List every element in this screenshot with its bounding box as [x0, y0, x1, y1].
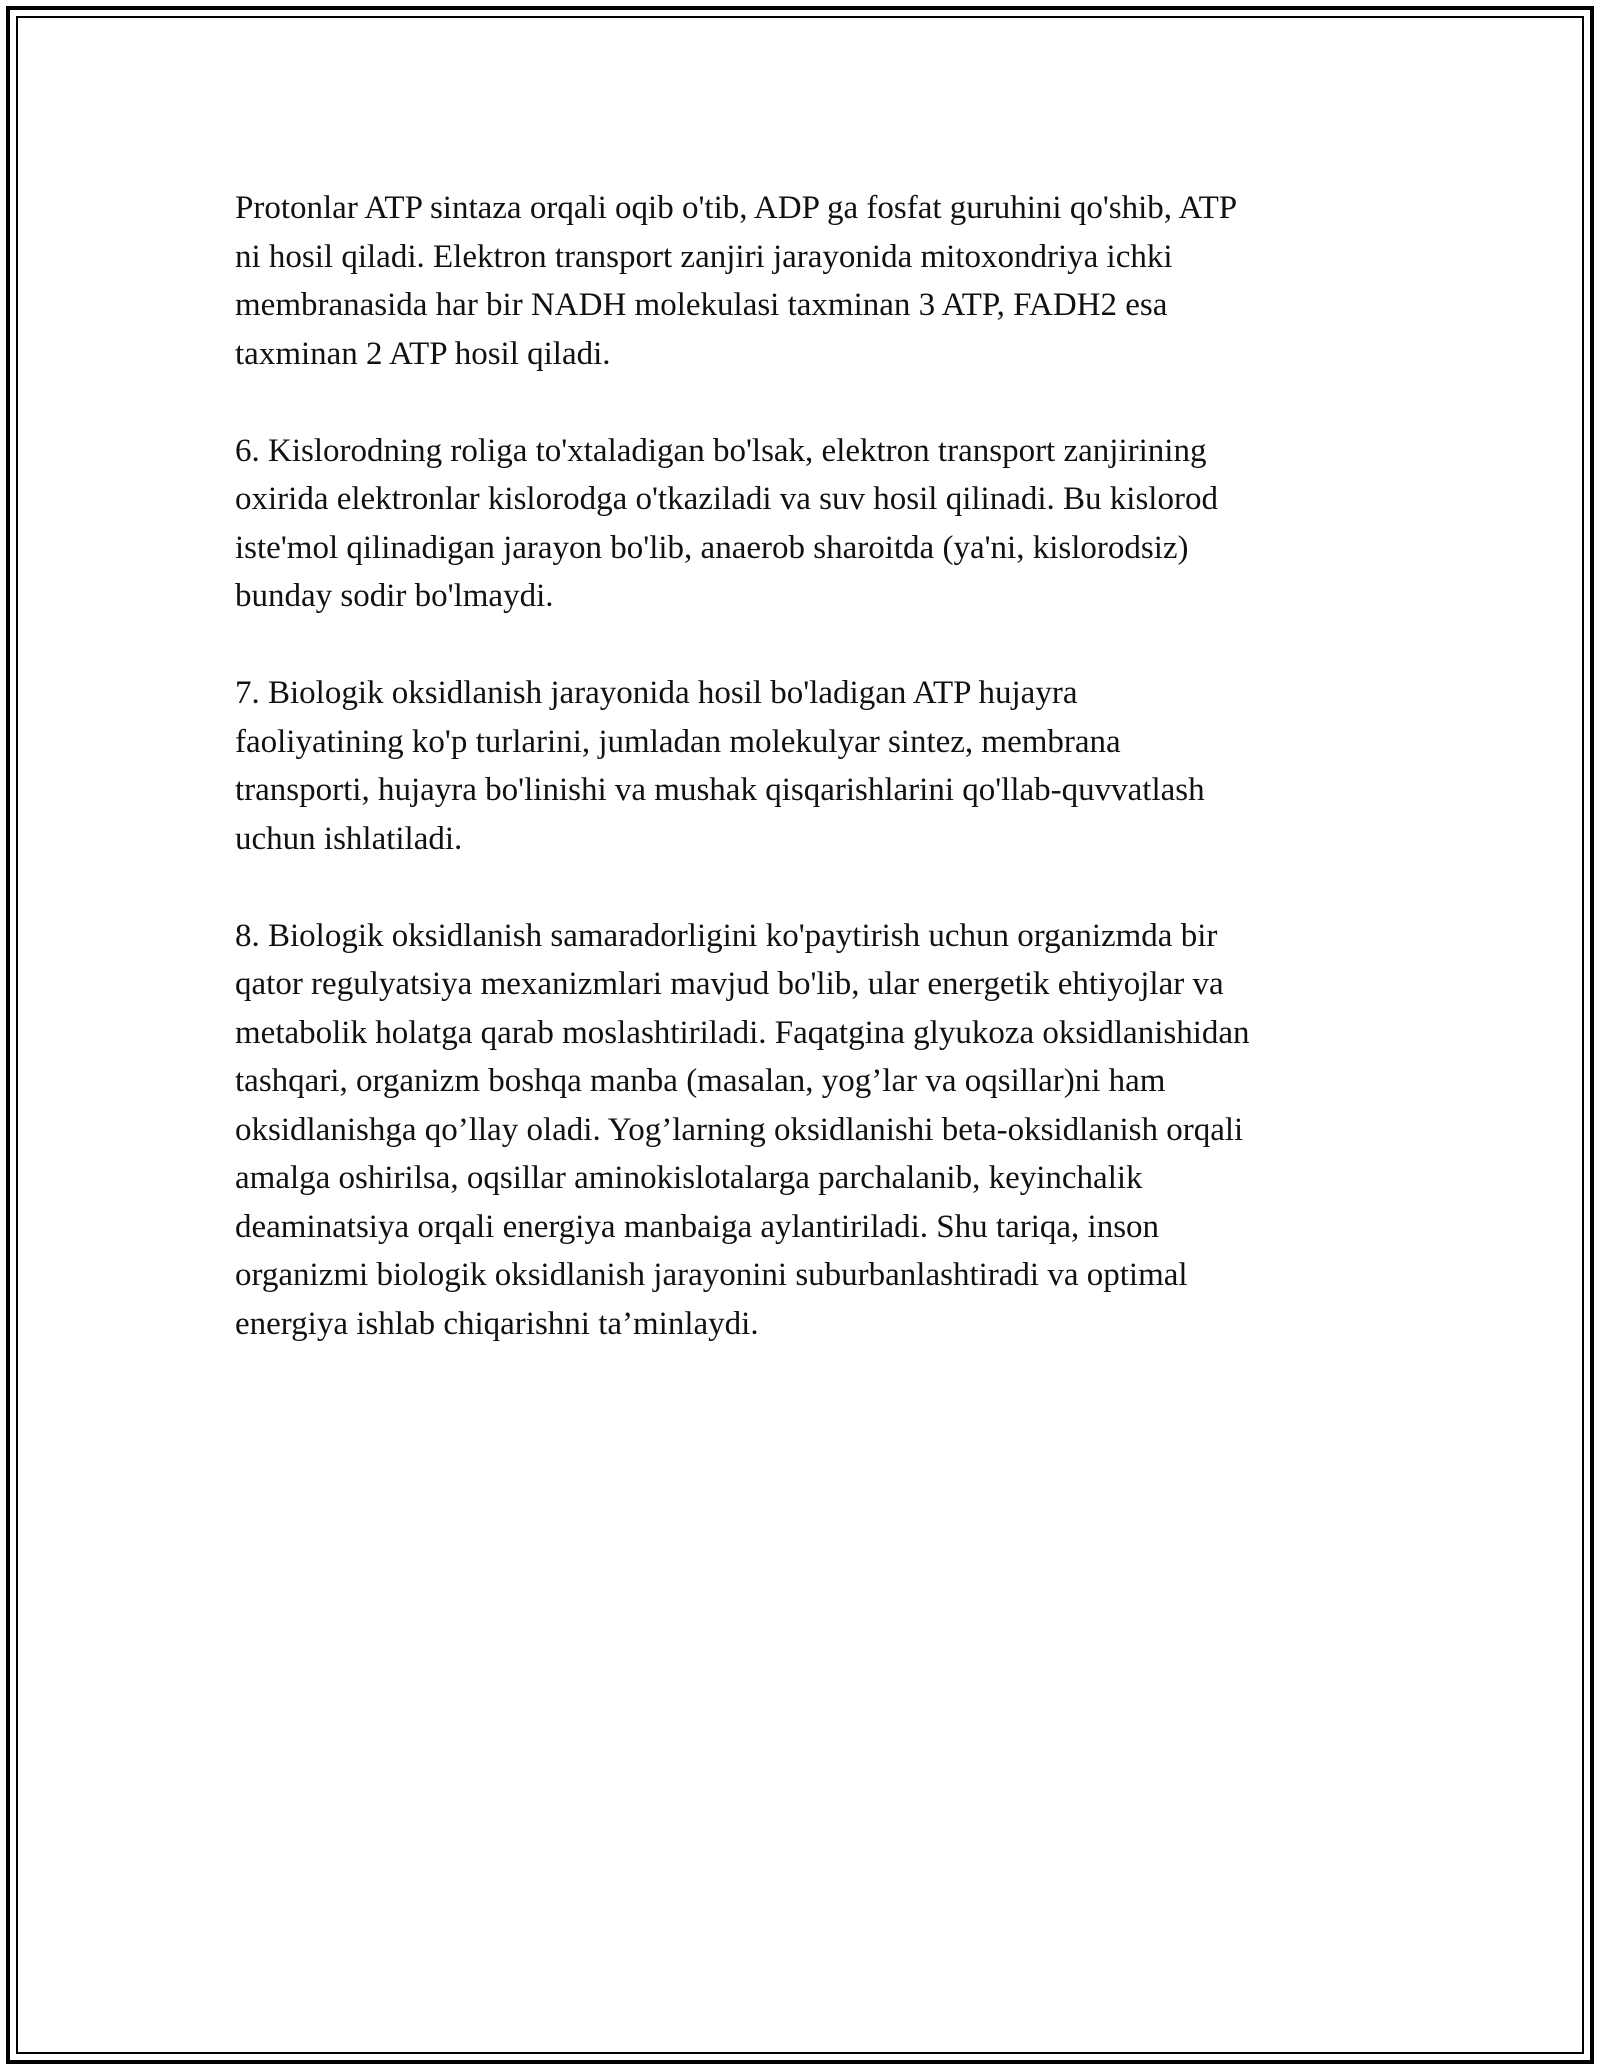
paragraph-7-atp-usage: 7. Biologik oksidlanish jarayonida hosil bo'ladigan ATP hujayra faoliyatining ko'p turlarini, jumladan molekulyar sintez, membrana transporti, hujayra bo'linishi va mushak qisqarishlarini qo'llab-quvvatlash uchun ishlatiladi.	[235, 675, 1205, 857]
document-body	[235, 184, 1375, 1397]
paragraph-6-oxygen-role: 6. Kislorodning roliga to'xtaladigan bo'lsak, elektron transport zanjirining oxirida elektronlar kislorodga o'tkaziladi va suv hosil qilinadi. Bu kislorod iste'mol qilinadigan jarayon bo'lib, anaerob sharoitda (ya'ni, kislorodsiz) bunday sodir bo'lmaydi.	[235, 432, 1218, 614]
paragraph-atp-synthase: Protonlar ATP sintaza orqali oqib o'tib, ADP ga fosfat guruhini qo'shib, ATP ni hosil qiladi. Elektron transport zanjiri jarayonida mitoxondriya ichki membranasida har bir NADH molekulasi taxminan 3 ATP, FADH2 esa taxminan 2 ATP hosil qiladi.	[235, 190, 1238, 372]
paragraph-8-regulation: 8. Biologik oksidlanish samaradorligini ko'paytirish uchun organizmda bir qator regulyatsiya mexanizmlari mavjud bo'lib, ular energetik ehtiyojlar va metabolik holatga qarab moslashtiriladi. Faqatgina glyukoza oksidlanishidan tashqari, organizm boshqa manba (masalan, yog’lar va oqsillar)ni ham oksidlanishga qo’llay oladi. Yog’larning oksidlanishi beta-oksidlanish orqali amalga oshirilsa, oqsillar aminokislotalarga parchalanib, keyinchalik deaminatsiya orqali energiya manbaiga aylantiriladi. Shu tariqa, inson organizmi biologik oksidlanish jarayonini suburbanlashtiradi va optimal energiya ishlab chiqarishni ta’minlaydi.	[235, 917, 1250, 1342]
